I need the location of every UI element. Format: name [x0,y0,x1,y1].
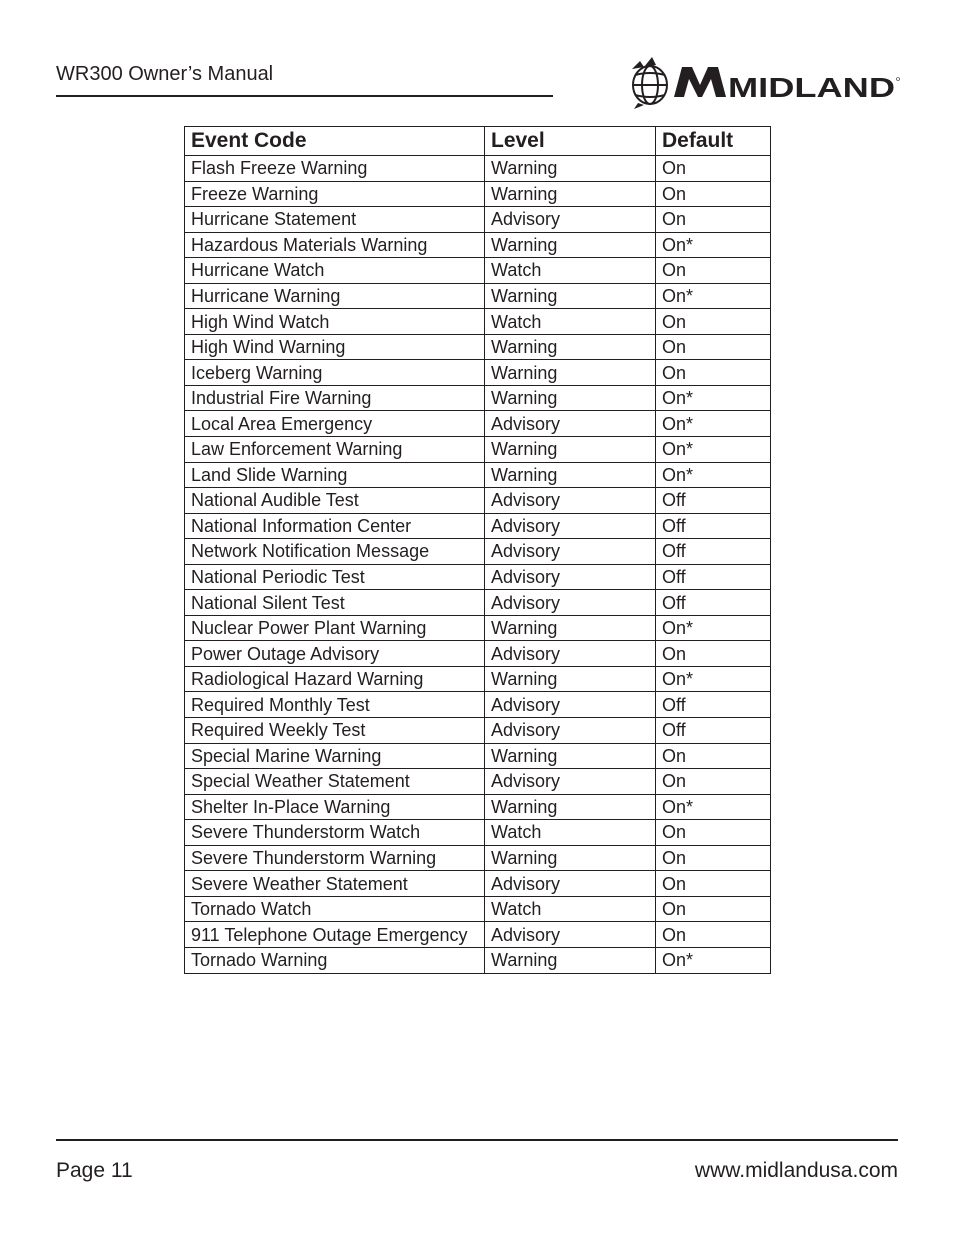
default-cell: On [656,922,771,948]
table-row [185,181,771,207]
table-row [185,564,771,590]
default-cell: On [656,641,771,667]
event-code-cell: Required Monthly Test [185,692,485,718]
default-cell: Off [656,539,771,565]
level-cell: Warning [485,615,656,641]
default-cell: Off [656,513,771,539]
level-cell: Warning [485,947,656,973]
default-cell: On* [656,232,771,258]
level-cell: Advisory [485,513,656,539]
level-cell: Watch [485,258,656,284]
event-code-cell: Industrial Fire Warning [185,385,485,411]
event-code-table [184,126,771,974]
default-cell: On [656,896,771,922]
table-row [185,845,771,871]
level-cell: Warning [485,283,656,309]
header-divider [56,95,553,97]
level-cell: Warning [485,845,656,871]
level-cell: Warning [485,385,656,411]
level-cell: Watch [485,309,656,335]
table-header-row [185,127,771,156]
table-body [185,156,771,974]
event-code-cell: Network Notification Message [185,539,485,565]
midland-logo [630,55,900,110]
level-cell: Advisory [485,922,656,948]
level-cell: Advisory [485,564,656,590]
event-code-cell: Special Marine Warning [185,743,485,769]
default-cell: On [656,769,771,795]
level-cell: Watch [485,820,656,846]
level-cell: Warning [485,360,656,386]
default-cell: On [656,845,771,871]
website-url: www.midlandusa.com [694,1159,898,1182]
event-code-cell: National Periodic Test [185,564,485,590]
default-cell: Off [656,488,771,514]
default-cell: On [656,820,771,846]
table-row [185,539,771,565]
table-row [185,871,771,897]
column-header-event-code: Event Code [185,127,485,156]
event-code-cell: National Audible Test [185,488,485,514]
level-cell: Warning [485,334,656,360]
level-cell: Advisory [485,692,656,718]
level-cell: Warning [485,156,656,182]
event-code-cell: National Silent Test [185,590,485,616]
table-row [185,385,771,411]
column-header-level: Level [485,127,656,156]
table-row [185,232,771,258]
table-row [185,513,771,539]
event-code-cell: Power Outage Advisory [185,641,485,667]
event-code-cell: Radiological Hazard Warning [185,666,485,692]
event-code-cell: Iceberg Warning [185,360,485,386]
table-row [185,820,771,846]
level-cell: Advisory [485,488,656,514]
default-cell: On [656,309,771,335]
default-cell: On* [656,615,771,641]
level-cell: Advisory [485,590,656,616]
level-cell: Warning [485,462,656,488]
default-cell: On* [656,437,771,463]
page-number: Page 11 [56,1159,133,1182]
event-code-cell: Hurricane Warning [185,283,485,309]
default-cell: On [656,207,771,233]
table-row [185,283,771,309]
default-cell: On* [656,794,771,820]
level-cell: Warning [485,181,656,207]
default-cell: On [656,871,771,897]
logo-brand-text: MIDLAND [728,72,895,103]
level-cell: Warning [485,232,656,258]
event-code-cell: Severe Thunderstorm Warning [185,845,485,871]
default-cell: On* [656,462,771,488]
table-row [185,258,771,284]
event-code-cell: Severe Thunderstorm Watch [185,820,485,846]
table-row [185,156,771,182]
event-code-cell: Special Weather Statement [185,769,485,795]
table-row [185,666,771,692]
table-row [185,462,771,488]
table-row [185,692,771,718]
table-row [185,360,771,386]
table-row [185,334,771,360]
page-header-title: WR300 Owner’s Manual [56,63,274,85]
default-cell: On [656,360,771,386]
default-cell: Off [656,718,771,744]
default-cell: Off [656,692,771,718]
event-code-cell: Nuclear Power Plant Warning [185,615,485,641]
default-cell: On* [656,666,771,692]
level-cell: Advisory [485,769,656,795]
event-code-cell: Freeze Warning [185,181,485,207]
level-cell: Advisory [485,207,656,233]
table-row [185,411,771,437]
table-row [185,437,771,463]
level-cell: Advisory [485,539,656,565]
table-row [185,743,771,769]
default-cell: Off [656,590,771,616]
default-cell: On [656,258,771,284]
column-header-default: Default [656,127,771,156]
event-code-cell: High Wind Watch [185,309,485,335]
level-cell: Advisory [485,411,656,437]
default-cell: On* [656,947,771,973]
event-code-table-container [184,126,770,974]
event-code-cell: National Information Center [185,513,485,539]
table-row [185,590,771,616]
event-code-cell: Required Weekly Test [185,718,485,744]
table-row [185,947,771,973]
table-row [185,794,771,820]
table-row [185,488,771,514]
table-row [185,718,771,744]
level-cell: Warning [485,743,656,769]
event-code-cell: Tornado Watch [185,896,485,922]
level-cell: Warning [485,666,656,692]
default-cell: Off [656,564,771,590]
event-code-cell: Law Enforcement Warning [185,437,485,463]
event-code-cell: Hazardous Materials Warning [185,232,485,258]
level-cell: Warning [485,794,656,820]
table-row [185,641,771,667]
default-cell: On* [656,411,771,437]
event-code-cell: High Wind Warning [185,334,485,360]
table-row [185,769,771,795]
level-cell: Advisory [485,641,656,667]
table-row [185,309,771,335]
event-code-cell: Hurricane Watch [185,258,485,284]
default-cell: On [656,334,771,360]
table-row [185,207,771,233]
event-code-cell: Tornado Warning [185,947,485,973]
table-row [185,922,771,948]
event-code-cell: Flash Freeze Warning [185,156,485,182]
event-code-cell: Land Slide Warning [185,462,485,488]
midland-globe-logo-icon [630,55,900,110]
event-code-cell: Local Area Emergency [185,411,485,437]
footer-divider [56,1139,898,1141]
event-code-cell: Hurricane Statement [185,207,485,233]
level-cell: Advisory [485,718,656,744]
default-cell: On [656,156,771,182]
table-row [185,896,771,922]
level-cell: Advisory [485,871,656,897]
table-row [185,615,771,641]
default-cell: On [656,743,771,769]
event-code-cell: 911 Telephone Outage Emergency [185,922,485,948]
event-code-cell: Severe Weather Statement [185,871,485,897]
default-cell: On* [656,283,771,309]
default-cell: On* [656,385,771,411]
event-code-cell: Shelter In-Place Warning [185,794,485,820]
default-cell: On [656,181,771,207]
level-cell: Watch [485,896,656,922]
level-cell: Warning [485,437,656,463]
